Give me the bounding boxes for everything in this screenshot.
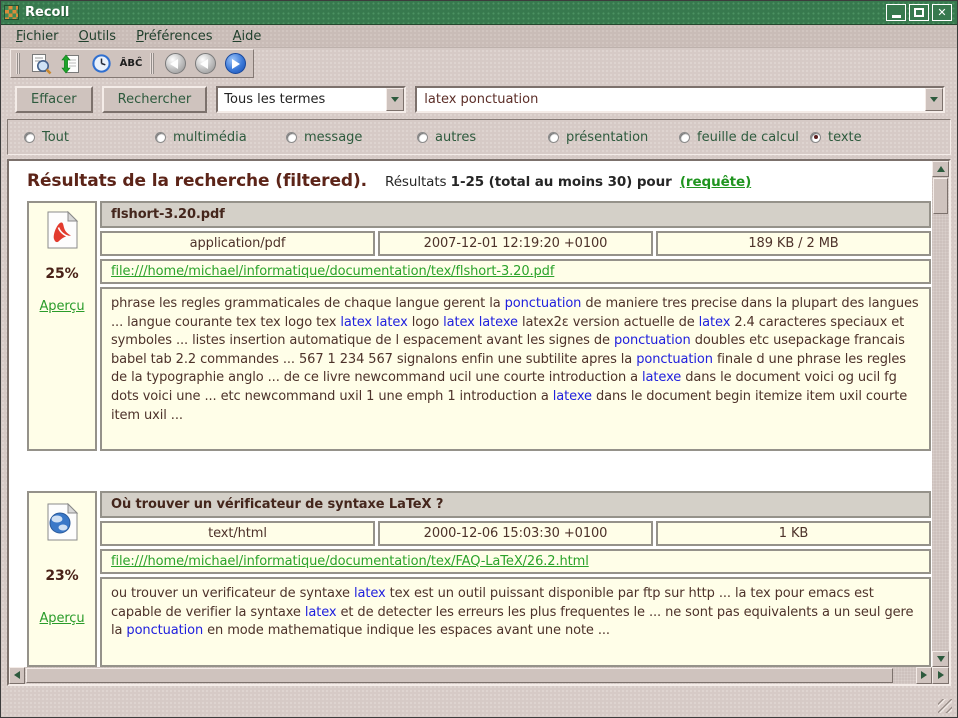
result-url-link[interactable]: file:///home/michael/informatique/documentation/tex/FAQ-LaTeX/26.2.html [111, 554, 589, 570]
arrow-left-icon [14, 671, 20, 679]
radio-icon [155, 132, 166, 143]
preview-link[interactable]: Aperçu [39, 299, 85, 314]
menu-fichier[interactable]: Fichier [16, 28, 59, 44]
history-clock-icon [91, 53, 112, 74]
result-url-cell [100, 549, 931, 574]
summary-prefix: Résultats [385, 174, 447, 190]
filter-radio-texte[interactable] [810, 130, 941, 145]
previous-page-button[interactable] [191, 51, 219, 76]
search-mode-value: Tous les termes [224, 91, 326, 107]
filter-radio-feuille-de-calcul[interactable] [679, 130, 810, 145]
result-side-panel [27, 201, 97, 451]
search-mode-select[interactable] [216, 86, 406, 113]
results-viewport [9, 161, 932, 667]
vertical-scroll-track[interactable] [932, 215, 949, 651]
pdf-icon [45, 211, 79, 249]
search-input[interactable] [417, 88, 925, 111]
radio-icon [417, 132, 428, 143]
advanced-search-button[interactable] [27, 51, 55, 76]
menu-bar [1, 25, 957, 48]
result-size: 1 KB [656, 521, 931, 546]
radio-icon [24, 132, 35, 143]
sort-parameters-button[interactable] [57, 51, 85, 76]
filter-radio-multimédia[interactable] [155, 130, 286, 145]
query-link[interactable]: (requête) [679, 174, 752, 190]
arrow-down-icon [937, 656, 945, 662]
toolbar-panel [10, 49, 254, 78]
filter-label: message [304, 129, 363, 145]
results-header [27, 171, 932, 191]
chevron-down-icon [391, 97, 399, 102]
filter-label: présentation [566, 129, 649, 145]
result-entry [27, 491, 931, 667]
minimize-button[interactable] [886, 4, 906, 21]
scroll-left-button[interactable] [9, 667, 25, 684]
radio-icon [679, 132, 690, 143]
filter-radio-autres[interactable] [417, 130, 548, 145]
search-button[interactable]: Rechercher [102, 86, 208, 113]
query-history-dropdown-button[interactable] [925, 88, 943, 111]
result-snippet: ou trouver un verificateur de syntaxe latex tex est un outil puissant disponible par ftp sur http ... la tex pour emacs est capable de verifier la syntaxe latex et de detecter les erreurs les plus frequentes le ... ne sont pas equivalents a un seul gere la ponctuation en mode mathematique indique les espaces avant une note ... [100, 577, 931, 667]
result-details [100, 491, 931, 667]
advanced-search-icon [30, 53, 52, 75]
result-url-link[interactable]: file:///home/michael/informatique/documentation/tex/flshort-3.20.pdf [111, 264, 555, 279]
filter-label: multimédia [173, 129, 247, 145]
sort-parameters-icon [60, 53, 82, 75]
horizontal-scrollbar[interactable] [9, 667, 932, 684]
close-icon: ✕ [937, 6, 947, 19]
preview-link[interactable]: Aperçu [39, 611, 85, 627]
arrow-right-icon [938, 671, 944, 679]
html-globe-icon [45, 503, 79, 541]
result-meta-row [100, 521, 931, 546]
vertical-scroll-thumb[interactable] [933, 178, 948, 214]
radio-icon [286, 132, 297, 143]
maximize-button[interactable] [909, 4, 929, 21]
menu-preferences[interactable]: Préférences [136, 28, 213, 44]
scroll-up-button[interactable] [932, 161, 949, 177]
window-title: Recoll [25, 5, 70, 20]
close-button[interactable] [932, 4, 952, 21]
scroll-down-button[interactable] [932, 651, 949, 667]
relevance-percent: 25% [45, 266, 79, 282]
title-bar [1, 1, 957, 25]
results-title: Résultats de la recherche (filtered). [27, 171, 367, 191]
previous-page-icon [195, 53, 216, 74]
term-explorer-button[interactable] [117, 51, 145, 76]
result-mime: text/html [100, 521, 375, 546]
menu-aide[interactable]: Aide [232, 28, 262, 44]
term-explorer-icon: ÂBĈ [119, 58, 143, 69]
relevance-percent: 23% [45, 568, 79, 585]
menu-outils[interactable]: Outils [78, 28, 117, 44]
filter-bar [7, 119, 951, 155]
result-date: 2000-12-06 15:03:30 +0100 [378, 521, 653, 546]
result-side-panel [27, 491, 97, 667]
search-mode-dropdown-button[interactable] [386, 88, 404, 111]
summary-range: 1-25 (total au moins 30) pour [450, 174, 672, 190]
status-bar [1, 686, 957, 717]
horizontal-scroll-track[interactable] [893, 667, 916, 684]
maximize-icon [914, 8, 924, 17]
chevron-down-icon [930, 97, 938, 102]
minimize-icon [892, 15, 901, 18]
toolbar [1, 48, 957, 79]
filter-radio-message[interactable] [286, 130, 417, 145]
first-page-button[interactable] [161, 51, 189, 76]
result-title: Où trouver un vérificateur de syntaxe LaTeX ? [100, 491, 931, 518]
arrow-right-icon [921, 671, 927, 679]
scrollbar-corner [932, 667, 949, 684]
result-details [100, 201, 931, 451]
result-url-cell [100, 259, 931, 284]
vertical-scrollbar[interactable] [932, 161, 949, 667]
radio-icon [810, 132, 821, 143]
horizontal-scroll-thumb[interactable] [26, 668, 893, 683]
filter-label: Tout [42, 129, 70, 145]
resize-grip[interactable] [938, 699, 952, 713]
window-controls [886, 4, 952, 21]
filter-label: feuille de calcul [697, 129, 799, 145]
next-page-icon [225, 53, 246, 74]
scroll-right-button[interactable] [916, 667, 932, 684]
clear-button[interactable]: Effacer [15, 86, 93, 113]
result-mime: application/pdf [100, 231, 375, 256]
result-title: flshort-3.20.pdf [100, 201, 931, 228]
result-size: 189 KB / 2 MB [656, 231, 931, 256]
next-page-button[interactable] [221, 51, 249, 76]
results-summary [385, 174, 751, 190]
toolbar-grip[interactable] [16, 53, 22, 74]
history-button[interactable] [87, 51, 115, 76]
filter-radio-tout[interactable] [24, 130, 155, 145]
result-snippet: phrase les regles grammaticales de chaque langue gerent la ponctuation de maniere tres precise dans la plupart des langues ... langue courante tex tex logo tex latex latex logo latex latexe latex2ε version actuelle de latex 2.4 caracteres speciaux et symboles ... listes insertion automatique de l espacement avant les signes de ponctuation doubles etc usepackage francais babel tab 2.2 commandes ... 567 1 234 567 signalons enfin une subtilite apres la ponctuation finale d une phrase les regles de la typographie anglo ... de ce livre newcommand ucil une courte introduction a latexe dans le document voici og ucil fg dots voici une ... etc newcommand uxil 1 une emph 1 introduction a latexe dans le document begin itemize item uxil courte item uxil ... [100, 287, 931, 451]
filter-label: texte [828, 129, 862, 145]
result-entry [27, 201, 931, 451]
filter-label: autres [435, 129, 477, 145]
result-meta-row [100, 231, 931, 256]
filter-radio-présentation[interactable] [548, 130, 679, 145]
toolbar-grip-2[interactable] [150, 53, 156, 74]
app-logo-icon [4, 5, 19, 20]
radio-icon [548, 132, 559, 143]
first-page-icon [165, 53, 186, 74]
result-date: 2007-12-01 12:19:20 +0100 [378, 231, 653, 256]
query-combo [415, 86, 945, 113]
search-controls [1, 79, 957, 117]
results-frame [7, 159, 951, 686]
arrow-up-icon [937, 166, 945, 172]
